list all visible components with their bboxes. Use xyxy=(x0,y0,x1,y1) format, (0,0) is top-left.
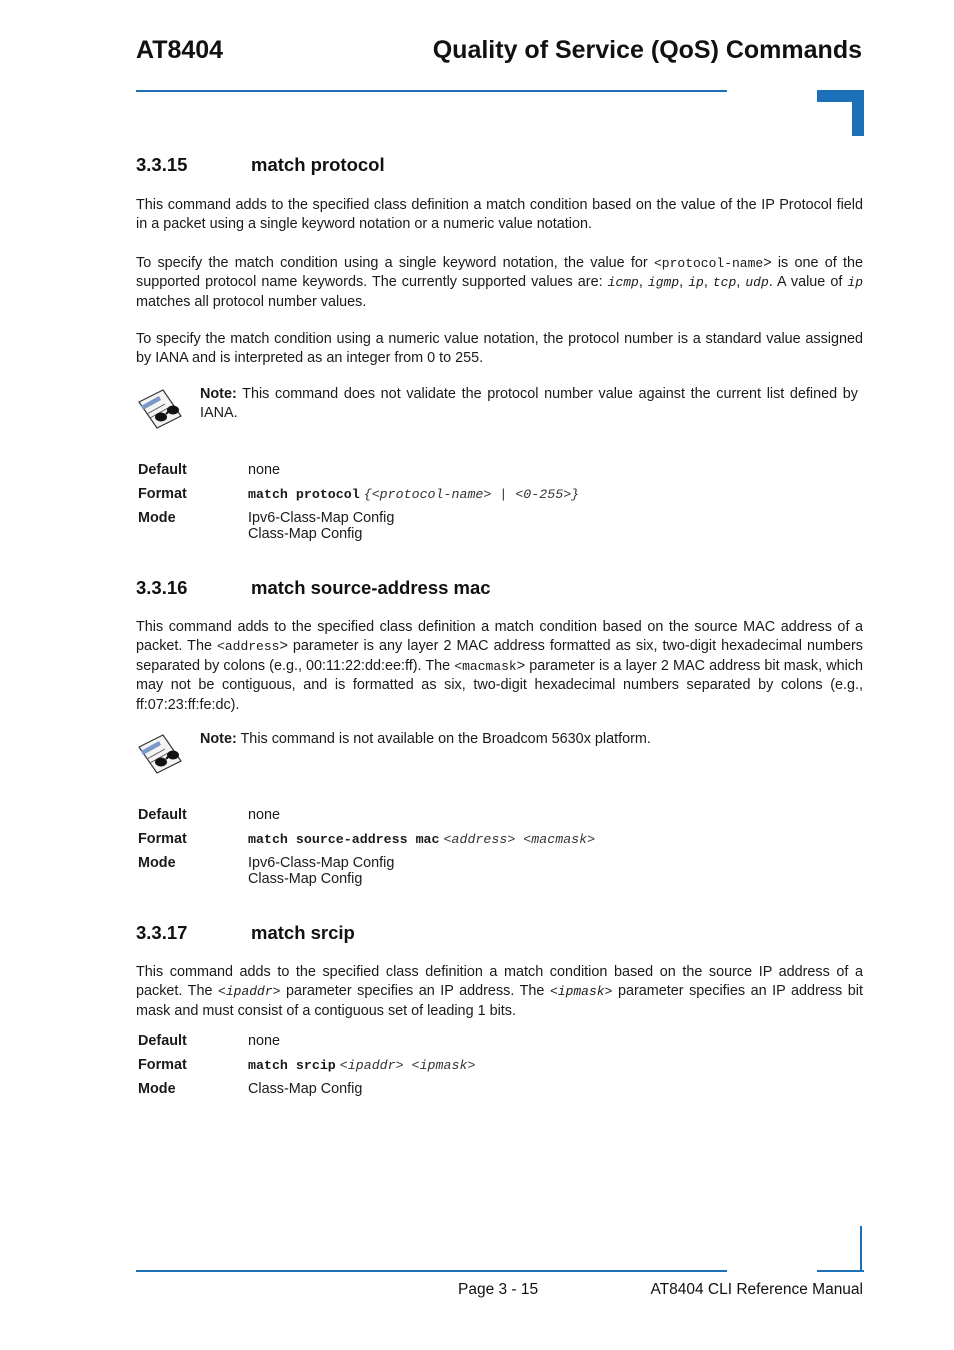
corner-mark-bottom xyxy=(860,1226,864,1272)
note: Note: This command does not validate the protocol number value against the current list defined by IANA. xyxy=(200,386,858,422)
paragraph: This command adds to the specified class definition a match condition based on the source MAC address of a packet. The <address> parameter is any layer 2 MAC address formatted as six, two-digit hexadecimal numbers separated by colons (e.g., 00:11:22:dd:ee:ff). The <macmask> parameter is a layer 2 MAC address bit mask, which may not be contiguous, and is formatted as six, two-digit hexadecimal numbers separated by colons (e.g., ff:07:23:ff:fe:dc). xyxy=(136,619,864,713)
format-args: <address> <macmask> xyxy=(443,832,596,847)
footer-rule xyxy=(136,1270,727,1272)
value-icmp: icmp xyxy=(607,275,639,291)
param-ipmask: <ipmask> xyxy=(549,984,613,1000)
format-args: {<protocol-name> | <0-255>} xyxy=(363,487,580,502)
note: Note: This command is not available on the Broadcom 5630x platform. xyxy=(200,731,651,747)
page-number: Page 3 - 15 xyxy=(458,1281,539,1298)
paragraph: To specify the match condition using a numeric value notation, the protocol number is a standard value assigned by IANA and is interpreted as an integer from 0 to 255. xyxy=(136,331,863,367)
format-command: match srcip xyxy=(248,1058,336,1073)
manual-title: AT8404 CLI Reference Manual xyxy=(650,1281,863,1298)
footer-rule-right xyxy=(817,1270,864,1272)
value-ip: ip xyxy=(688,275,704,291)
param-ipaddr: <ipaddr> xyxy=(218,984,281,1000)
section-heading xyxy=(136,577,491,599)
section-heading xyxy=(136,154,385,176)
section-number: 3.3.16 xyxy=(136,577,188,598)
section-number: 3.3.17 xyxy=(136,922,188,943)
format-command: match source-address mac xyxy=(248,832,440,847)
param-address: <address xyxy=(217,639,280,655)
section-title: match source-address mac xyxy=(251,577,491,598)
format-command: match protocol xyxy=(248,487,360,502)
header-chapter: Quality of Service (QoS) Commands xyxy=(432,36,862,64)
header-rule xyxy=(136,90,727,92)
section-number: 3.3.15 xyxy=(136,154,188,175)
header-product: AT8404 xyxy=(136,36,224,64)
corner-mark-top xyxy=(817,90,864,137)
note-glasses-icon xyxy=(137,731,183,777)
paragraph: To specify the match condition using a single keyword notation, the value for <protocol-name> is one of the supported protocol name keywords. The currently supported values are: icmp, igmp, ip, tcp, udp. A value of ip matches all protocol number values. xyxy=(136,255,864,310)
value-ip-ref: ip xyxy=(847,275,864,291)
param-macmask: <macmask xyxy=(454,658,517,674)
section-title: match protocol xyxy=(251,154,385,175)
section-title: match srcip xyxy=(251,922,355,943)
section-heading xyxy=(136,922,355,944)
paragraph: This command adds to the specified class definition a match condition based on the source IP address of a packet. The <ipaddr> parameter specifies an IP address. The <ipmask> parameter specifies an IP address bit mask and must consist of a contiguous set of leading 1 bits. xyxy=(136,964,863,1019)
value-igmp: igmp xyxy=(647,275,680,291)
format-args: <ipaddr> <ipmask> xyxy=(339,1058,476,1073)
value-tcp: tcp xyxy=(712,275,737,291)
param-protocol-name: <protocol-name xyxy=(653,256,764,271)
note-glasses-icon xyxy=(137,386,183,432)
paragraph: This command adds to the specified class definition a match condition based on the value of the IP Protocol field in a packet using a single keyword notation or a numeric value notation. xyxy=(136,197,863,233)
value-udp: udp xyxy=(745,275,769,291)
